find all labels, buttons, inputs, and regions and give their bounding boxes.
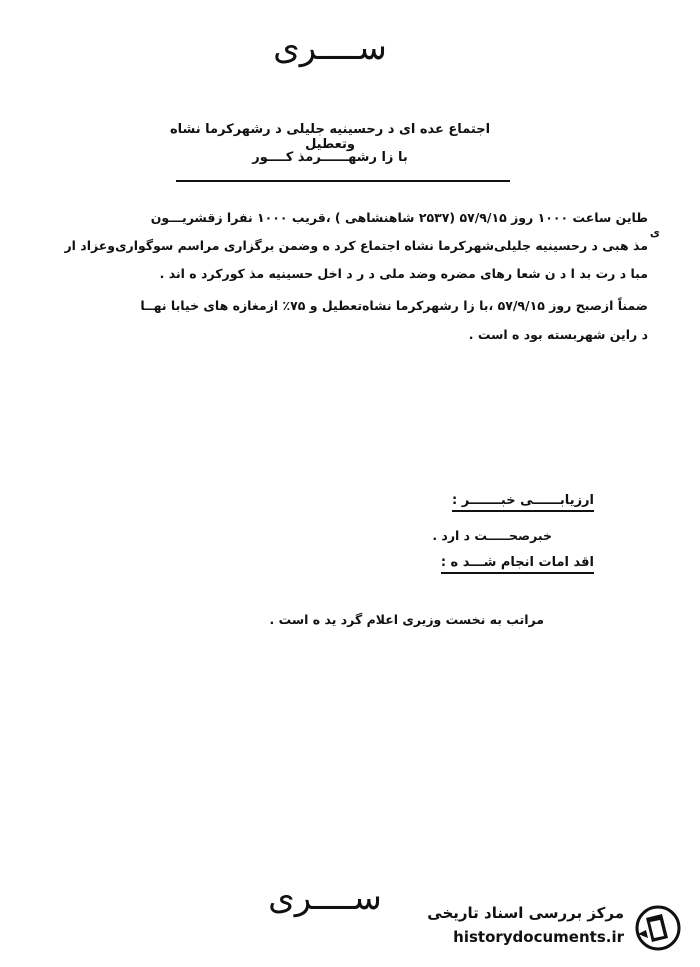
archive-logo-icon [632, 904, 682, 952]
document-subtitle: با زا رشهــــــرمذ کــــور [252, 150, 408, 165]
title-underline [176, 180, 510, 182]
classification-stamp-bottom: ســــری [268, 878, 382, 918]
body-line-2: مذ هبی د رحسینیه جلیلی‌شهرکرما نشاه اجتماع کرد ه وضمن برگزاری مراسم سوگواری‌وعزاد ار [64, 238, 648, 253]
body-line-5: د راین شهربسته بود ه است . [468, 327, 648, 342]
body-line-4: ضمناً ازصبح روز ۵۷/۹/۱۵ ،با زا رشهرکرما نشاه‌تعطیل و ۷۵٪ ازمغازه های خیابا نهــا [140, 298, 648, 313]
assessment-value: خبرصحـــــت د ارد . [432, 528, 552, 543]
document-title: اجتماع عده ای د رحسینیه جلیلی د رشهرکرما نشاه وتعطیل [169, 122, 491, 152]
body-line-3: مبا د رت بد ا د ن شعا رهای مضره وضد ملی د ر د اخل حسینیه مذ کورکرد ه اند . [159, 266, 648, 281]
classification-stamp-top: ســــری [273, 28, 387, 68]
watermark-org-name: مرکز بررسی اسناد تاریخی [427, 904, 624, 922]
actions-note: مراتب به نخست وزیری اعلام گرد ید ه است . [269, 612, 544, 627]
actions-label: اقد امات انجام شـــد ه : [441, 555, 594, 574]
body-line-1: طاین ساعت ۱۰۰۰ روز ۵۷/۹/۱۵ (۲۵۳۷ شاهنشاهی ) ،قریب ۱۰۰۰ نفرا زقشریـــون [150, 210, 648, 225]
watermark-url: historydocuments.ir [453, 928, 624, 946]
body-line-1-superscript: ی [649, 226, 660, 239]
watermark [388, 900, 688, 956]
assessment-label: ارزیابــــــی خبـــــــر : [452, 493, 594, 512]
